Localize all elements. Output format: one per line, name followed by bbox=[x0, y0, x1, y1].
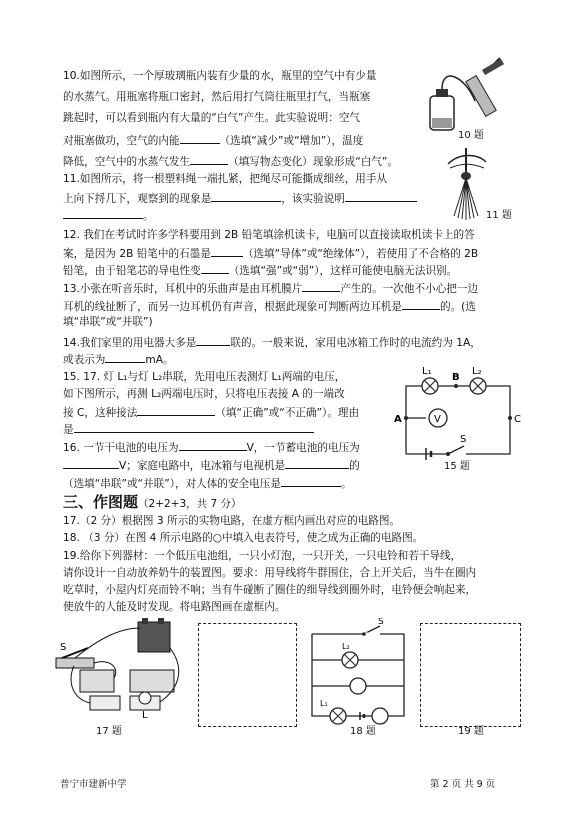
q19-line4: 使放牛的人能及时发现。将电路图画在虚框内。 bbox=[63, 601, 286, 613]
lamp-l2-label: L₂ bbox=[342, 642, 350, 651]
lamp-l2-label: L₂ bbox=[472, 366, 482, 377]
q11-line2: 上向下捋几下，观察到的现象是 ，该实验说明 bbox=[63, 189, 417, 208]
q10-figure-caption: 10 题 bbox=[458, 130, 484, 141]
q14-line2: 或表示为 mA。 bbox=[63, 350, 174, 369]
q10-line2: 的水蒸气。用瓶塞将瓶口密封，然后用打气筒往瓶里打气，当瓶塞 bbox=[63, 91, 371, 103]
answer-blank[interactable] bbox=[179, 438, 247, 451]
q15-line1: 15. 17. 灯 L₁与灯 L₂串联，先用电压表测灯 L₁两端的电压， bbox=[63, 371, 346, 383]
q19-answer-box[interactable] bbox=[420, 623, 521, 727]
q13-line2: 耳机的线扯断了，而另一边耳机仍有声音，根据此现象可判断两边耳机是 的。(选 bbox=[63, 297, 476, 316]
q13-line3: 填“串联”或“并联”) bbox=[63, 316, 153, 328]
q11-line3: 。 bbox=[63, 206, 154, 225]
q17-answer-box[interactable] bbox=[198, 623, 297, 727]
answer-blank[interactable] bbox=[63, 206, 143, 219]
voltmeter-label: V bbox=[434, 414, 441, 425]
q16-line2: V；家庭电路中，电冰箱与电视机是 的 bbox=[63, 456, 360, 475]
answer-blank[interactable] bbox=[211, 244, 243, 257]
switch-s-label: S bbox=[378, 618, 384, 627]
answer-blank[interactable] bbox=[190, 152, 228, 165]
q14-line1: 14.我们家里的用电器大多是 联的。一般来说，家用电冰箱工作时的电流约为 1A， bbox=[63, 333, 481, 352]
q18-text: 18. （3 分）在图 4 所示电路的○中填入电表符号，使之成为正确的电路图。 bbox=[63, 532, 424, 544]
switch-s-label: S bbox=[60, 642, 67, 653]
q11-line1: 11.如图所示，将一根塑料绳一端扎紧，把绳尽可能撕成细丝，用手从 bbox=[63, 173, 388, 185]
node-a-label: A bbox=[394, 414, 402, 425]
answer-blank[interactable] bbox=[402, 297, 440, 310]
q10-line4: 对瓶塞做功，空气的内能 （选填“减少”或“增加”），温度 bbox=[63, 131, 363, 150]
q11-figure-caption: 11 题 bbox=[486, 210, 512, 221]
answer-blank[interactable] bbox=[345, 189, 417, 202]
answer-blank[interactable] bbox=[63, 456, 119, 469]
q19-line3: 吃草时，小屋内灯亮而铃不响；当有牛碰断了圈住的细导线到圈外时，电铃便会响起来， bbox=[63, 584, 477, 596]
node-b-label: B bbox=[452, 372, 460, 383]
q16-line1: 16. 一节干电池的电压为 V，一节蓄电池的电压为 bbox=[63, 438, 360, 457]
q15-line4: 是 bbox=[63, 420, 314, 439]
q15-figure-caption: 15 题 bbox=[444, 461, 470, 472]
answer-blank[interactable] bbox=[302, 279, 340, 292]
answer-blank[interactable] bbox=[211, 189, 281, 202]
lamp-l1-label: L₁ bbox=[320, 699, 328, 708]
node-c-label: C bbox=[514, 414, 521, 425]
q12-line1: 12. 我们在考试时许多学科要用到 2B 铅笔填涂机读卡，电脑可以直接读取机读卡上的答 bbox=[63, 229, 475, 241]
answer-blank[interactable] bbox=[201, 261, 229, 274]
q13-line1: 13.小张在听音乐时，耳机中的乐曲声是由耳机膜片 产生的。一次他不小心把一边 bbox=[63, 279, 478, 298]
q16-line3: （选填“串联”或“并联”），对人体的安全电压是 。 bbox=[63, 474, 352, 493]
q12-line2: 案，是因为 2B 铅笔中的石墨是 （选填“导体”或“绝缘体”），若使用了不合格的 2B bbox=[63, 244, 478, 263]
answer-blank[interactable] bbox=[196, 333, 230, 346]
q17-text: 17.（2 分）根据图 3 所示的实物电路，在虚方框内画出对应的电路图。 bbox=[63, 515, 401, 527]
answer-blank[interactable] bbox=[74, 420, 314, 433]
answer-blank[interactable] bbox=[285, 456, 349, 469]
q19-line2: 请你设计一自动放养奶牛的装置图。要求：用导线将牛群围住，合上开关后，当牛在圈内 bbox=[63, 567, 477, 579]
section-heading: 三、作图题（2+2+3，共 7 分） bbox=[63, 493, 242, 511]
lamp-l1-label: L₁ bbox=[422, 366, 432, 377]
switch-s-label: S bbox=[460, 434, 467, 445]
q10-line3: 跳起时，可以看到瓶内有大量的“白气”产生。此实验说明：空气 bbox=[63, 112, 361, 124]
q15-line3: 接 C，这种接法 （填“正确”或“不正确”）。理由 bbox=[63, 403, 359, 422]
q18-figure-caption: 18 题 bbox=[350, 726, 376, 737]
q10-line5: 降低，空气中的水蒸气发生 （填写物态变化）现象形成“白气”。 bbox=[63, 152, 398, 171]
q19-line1: 19.给你下列器材：一个低压电池组，一只小灯泡，一只开关，一只电铃和若干导线， bbox=[63, 550, 462, 562]
q15-circuit-figure bbox=[386, 356, 526, 471]
q10-line1: 10.如图所示，一个厚玻璃瓶内装有少量的水，瓶里的空气中有少量 bbox=[63, 70, 377, 82]
q19-figure-caption: 19 题 bbox=[458, 726, 484, 737]
lamp-l-label: L bbox=[142, 710, 148, 720]
answer-blank[interactable] bbox=[180, 131, 220, 144]
q17-figure-caption: 17 题 bbox=[96, 726, 122, 737]
footer-page-number: 第 2 页 共 9 页 bbox=[430, 779, 496, 790]
q18-circuit-figure bbox=[304, 618, 412, 730]
q12-line3: 铅笔，由于铅笔芯的导电性变 （选填“强”或“弱”），这样可能使电脑无法识别。 bbox=[63, 261, 457, 280]
q15-line2: 如下图所示，再测 L₂两端电压时，只将电压表接 A 的一端改 bbox=[63, 388, 345, 400]
footer-school: 普宁市建新中学 bbox=[60, 779, 127, 790]
answer-blank[interactable] bbox=[105, 350, 145, 363]
q17-physical-circuit-figure bbox=[50, 618, 190, 720]
answer-blank[interactable] bbox=[281, 474, 341, 487]
answer-blank[interactable] bbox=[137, 403, 215, 416]
